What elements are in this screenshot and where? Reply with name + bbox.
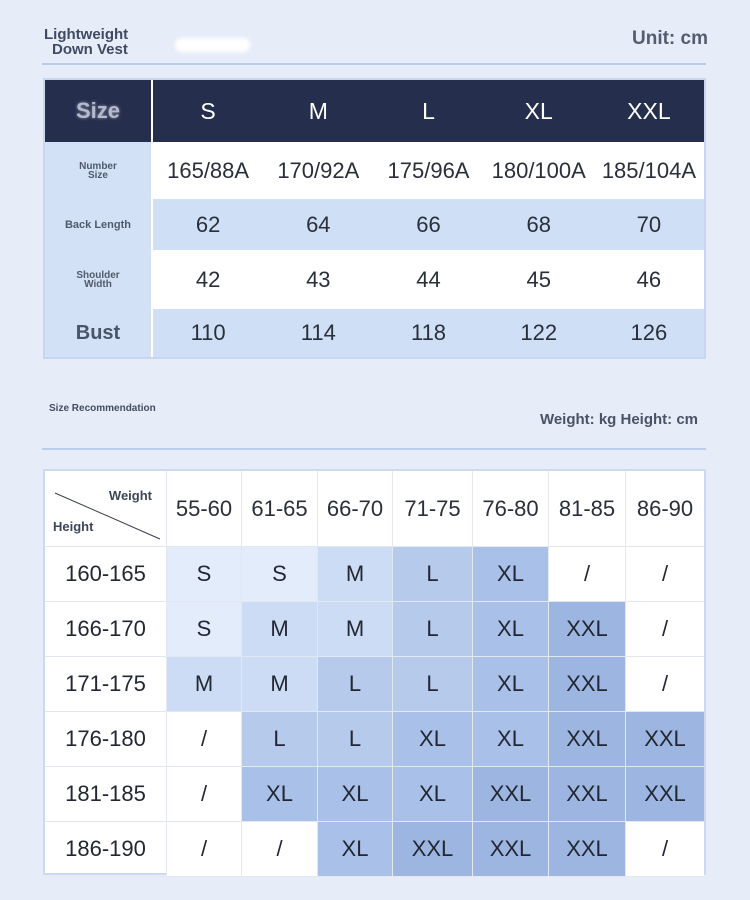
measurement-label xyxy=(45,199,153,250)
size-recommendation-table xyxy=(43,469,706,875)
measurement-label-text: Bust xyxy=(75,321,121,344)
recommended-size-cell: XXL xyxy=(549,767,626,822)
recommended-size-cell: / xyxy=(626,657,704,712)
recommended-size-cell: XXL xyxy=(393,822,473,877)
measurement-value: 175/96A xyxy=(387,157,470,183)
measurement-label xyxy=(45,142,153,199)
measurement-value: 66 xyxy=(373,199,483,250)
recommended-size-cell: S xyxy=(167,602,242,657)
recommended-size-cell: / xyxy=(167,822,242,877)
recommendation-row xyxy=(45,602,704,657)
recommended-size-cell: L xyxy=(393,547,473,602)
size-chart-row xyxy=(45,199,704,250)
product-title-line2: Down Vest xyxy=(52,41,128,58)
recommended-size-cell: XXL xyxy=(626,712,704,767)
measurement-value: 110 xyxy=(153,309,263,357)
unit-label: Unit: cm xyxy=(632,28,708,49)
height-range-label: 171-175 xyxy=(45,657,167,712)
measurement-value: 180/100A xyxy=(491,157,586,183)
weight-height-corner xyxy=(45,471,167,547)
recommended-size-cell: / xyxy=(626,602,704,657)
measurement-value: 43 xyxy=(306,266,331,292)
section-divider xyxy=(42,448,706,450)
recommended-size-cell: L xyxy=(242,712,318,767)
height-axis-label: Height xyxy=(53,519,94,534)
size-chart-row xyxy=(45,142,704,199)
measurement-value: 126 xyxy=(594,309,704,357)
weight-axis-label: Weight xyxy=(108,488,152,503)
recommended-size-cell: / xyxy=(626,547,704,602)
recommended-size-cell: / xyxy=(167,712,242,767)
recommendation-row xyxy=(45,822,704,877)
height-range-label: 176-180 xyxy=(45,712,167,767)
measurement-label-text: Number Size xyxy=(79,160,117,181)
measurement-value: 62 xyxy=(153,199,263,250)
measurement-label-text: Shoulder Width xyxy=(76,269,120,290)
recommended-size-cell: XXL xyxy=(473,767,549,822)
measurement-value: 44 xyxy=(416,266,441,292)
recommendation-row xyxy=(45,712,704,767)
size-header-cells xyxy=(153,80,704,142)
recommendation-row xyxy=(45,547,704,602)
diagonal-divider-icon xyxy=(45,471,167,547)
measurement-value: 185/104A xyxy=(601,157,697,183)
size-chart-row xyxy=(45,309,704,357)
recommendation-row xyxy=(45,767,704,822)
height-range-label: 181-185 xyxy=(45,767,167,822)
measurement-label xyxy=(45,309,153,357)
weight-range-header: 61-65 xyxy=(242,471,318,547)
size-header-l: L xyxy=(422,97,435,124)
blurred-label xyxy=(175,38,250,52)
measurement-value: 42 xyxy=(195,266,221,292)
recommended-size-cell: / xyxy=(242,822,318,877)
measurement-value: 122 xyxy=(484,309,594,357)
recommended-size-cell: L xyxy=(318,712,393,767)
recommended-size-cell: XL xyxy=(473,602,549,657)
measurement-value: 64 xyxy=(263,199,373,250)
measurement-value: 68 xyxy=(484,199,594,250)
height-range-label: 186-190 xyxy=(45,822,167,877)
recommended-size-cell: XL xyxy=(242,767,318,822)
size-chart-row xyxy=(45,250,704,309)
measurement-value: 45 xyxy=(526,266,551,292)
recommendation-unit-label: Weight: kg Height: cm xyxy=(539,411,698,428)
recommended-size-cell: / xyxy=(167,767,242,822)
size-chart-header-row xyxy=(45,80,704,142)
size-header-s: S xyxy=(200,97,216,124)
measurement-label-text: Back Length xyxy=(64,218,131,231)
size-corner-label: Size xyxy=(45,80,153,142)
recommended-size-cell: M xyxy=(318,602,393,657)
recommended-size-cell: M xyxy=(242,657,318,712)
measurement-value: 170/92A xyxy=(277,157,360,183)
weight-range-header: 81-85 xyxy=(549,471,626,547)
recommended-size-cell: L xyxy=(393,602,473,657)
recommended-size-cell: XXL xyxy=(473,822,549,877)
weight-range-header: 55-60 xyxy=(167,471,242,547)
weight-range-header: 86-90 xyxy=(626,471,704,547)
measurement-value: 114 xyxy=(263,309,373,357)
recommendation-header-row xyxy=(45,471,704,547)
recommended-size-cell: / xyxy=(626,822,704,877)
recommended-size-cell: M xyxy=(318,547,393,602)
size-chart-table xyxy=(43,78,706,359)
recommended-size-cell: XXL xyxy=(626,767,704,822)
measurement-value: 118 xyxy=(373,309,483,357)
size-header-m: M xyxy=(308,97,328,124)
recommended-size-cell: / xyxy=(549,547,626,602)
recommendation-title: Size Recommendation xyxy=(49,403,156,414)
size-header-xxl: XXL xyxy=(627,97,671,124)
measurement-value: 70 xyxy=(594,199,704,250)
recommended-size-cell: XXL xyxy=(549,712,626,767)
product-title-line1: Lightweight xyxy=(44,26,129,43)
recommended-size-cell: M xyxy=(167,657,242,712)
recommended-size-cell: XL xyxy=(473,712,549,767)
weight-range-header: 71-75 xyxy=(393,471,473,547)
recommendation-row xyxy=(45,657,704,712)
recommended-size-cell: L xyxy=(318,657,393,712)
measurement-label xyxy=(45,250,153,309)
recommended-size-cell: S xyxy=(242,547,318,602)
measurement-value: 165/88A xyxy=(167,157,250,183)
recommended-size-cell: XL xyxy=(393,712,473,767)
measurement-value: 46 xyxy=(636,266,662,292)
height-range-label: 160-165 xyxy=(45,547,167,602)
recommended-size-cell: S xyxy=(167,547,242,602)
weight-range-header: 76-80 xyxy=(473,471,549,547)
recommended-size-cell: XL xyxy=(473,547,549,602)
size-header-xl: XL xyxy=(524,97,553,124)
header-divider xyxy=(42,63,706,65)
product-title xyxy=(44,27,128,57)
recommendation-grid xyxy=(45,471,704,877)
recommended-size-cell: XL xyxy=(318,822,393,877)
recommended-size-cell: XL xyxy=(473,657,549,712)
recommended-size-cell: XL xyxy=(393,767,473,822)
recommended-size-cell: XXL xyxy=(549,822,626,877)
recommended-size-cell: XXL xyxy=(549,602,626,657)
recommended-size-cell: L xyxy=(393,657,473,712)
weight-range-header: 66-70 xyxy=(318,471,393,547)
recommended-size-cell: XXL xyxy=(549,657,626,712)
recommended-size-cell: M xyxy=(242,602,318,657)
recommended-size-cell: XL xyxy=(318,767,393,822)
height-range-label: 166-170 xyxy=(45,602,167,657)
